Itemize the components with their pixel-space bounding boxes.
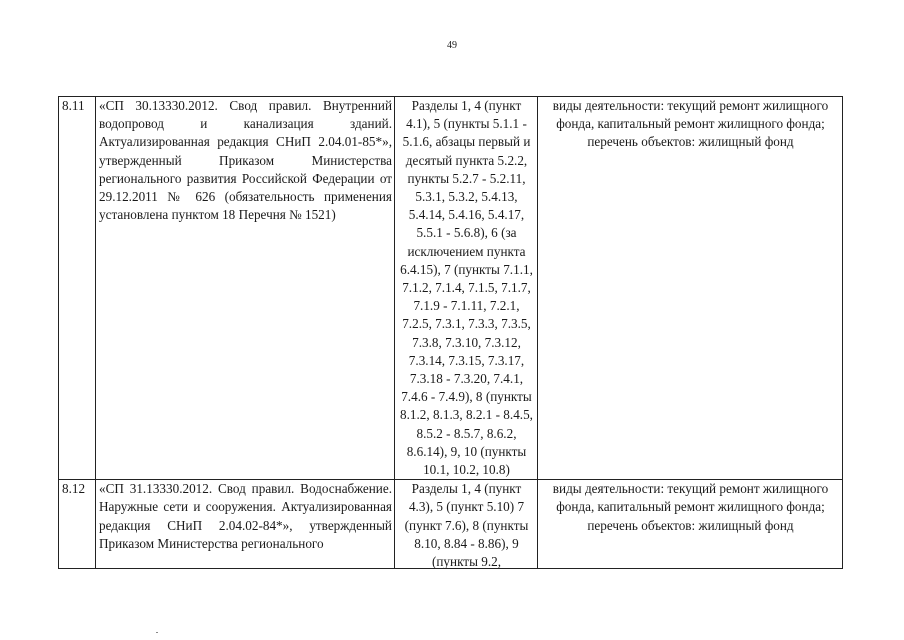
document-title: «СП 30.13330.2012. Свод правил. Внутренний водопровод и канализация зданий. Актуализированная редакция СНиП 2.04.01-85*», утвержденный Приказом Министерства регионального развития Российской Федерации от 29.12.2011 № 626 (обязательность применения установлена пунктом 18 Перечня № 1521) xyxy=(96,97,395,480)
scan-speck xyxy=(156,632,158,633)
requirements-table xyxy=(58,96,843,569)
scope-content xyxy=(541,480,840,568)
scope-cell xyxy=(538,97,843,480)
document-title: «СП 31.13330.2012. Свод правил. Водоснабжение. Наружные сети и сооружения. Актуализированная редакция СНиП 2.04.02-84*», утвержденный Приказом Министерства регионального xyxy=(99,481,392,551)
sections-list: Разделы 1, 4 (пункт 4.3), 5 (пункт 5.10) 7 (пункт 7.6), 8 (пункты 8.10, 8.84 - 8.86), 9 (пункты 9.2, xyxy=(404,481,529,569)
page-number: 49 xyxy=(447,40,457,51)
row-number: 8.12 xyxy=(62,481,86,497)
table-row xyxy=(59,97,843,480)
sections-cell xyxy=(395,480,538,569)
row-number: 8.11 xyxy=(59,97,96,480)
object-list: перечень объектов: жилищный фонд xyxy=(587,134,794,150)
document-cell xyxy=(96,480,395,569)
activity-types: виды деятельности: текущий ремонт жилищного фонда, капитальный ремонт жилищного фонда; xyxy=(552,481,829,515)
activity-types: виды деятельности: текущий ремонт жилищного фонда, капитальный ремонт жилищного фонда; xyxy=(552,98,829,132)
sections-list: Разделы 1, 4 (пункт 4.1), 5 (пункты 5.1.1 - 5.1.6, абзацы первый и десятый пункта 5.2.2, пункты 5.2.7 - 5.2.11, 5.3.1, 5.3.2, 5.4.13, 5.4.14, 5.4.16, 5.4.17, 5.5.1 - 5.6.8), 6 (за исключением пункта 6.4.15), 7 (пункты 7.1.1, 7.1.2, 7.1.4, 7.1.5, 7.1.7, 7.1.9 - 7.1.11, 7.2.1, 7.2.5, 7.3.1, 7.3.3, 7.3.5, 7.3.8, 7.3.10, 7.3.12, 7.3.14, 7.3.15, 7.3.17, 7.3.18 - 7.3.20, 7.4.1, 7.4.6 - 7.4.9), 8 (пункты 8.1.2, 8.1.3, 8.2.1 - 8.4.5, 8.5.2 - 8.5.7, 8.6.2, 8.6.14), 9, 10 (пункты 10.1, 10.2, 10.8) xyxy=(395,97,538,480)
scope-cell xyxy=(538,480,843,569)
row-number-cell xyxy=(59,480,96,569)
object-list: перечень объектов: жилищный фонд xyxy=(587,517,794,533)
table-row xyxy=(59,480,843,569)
